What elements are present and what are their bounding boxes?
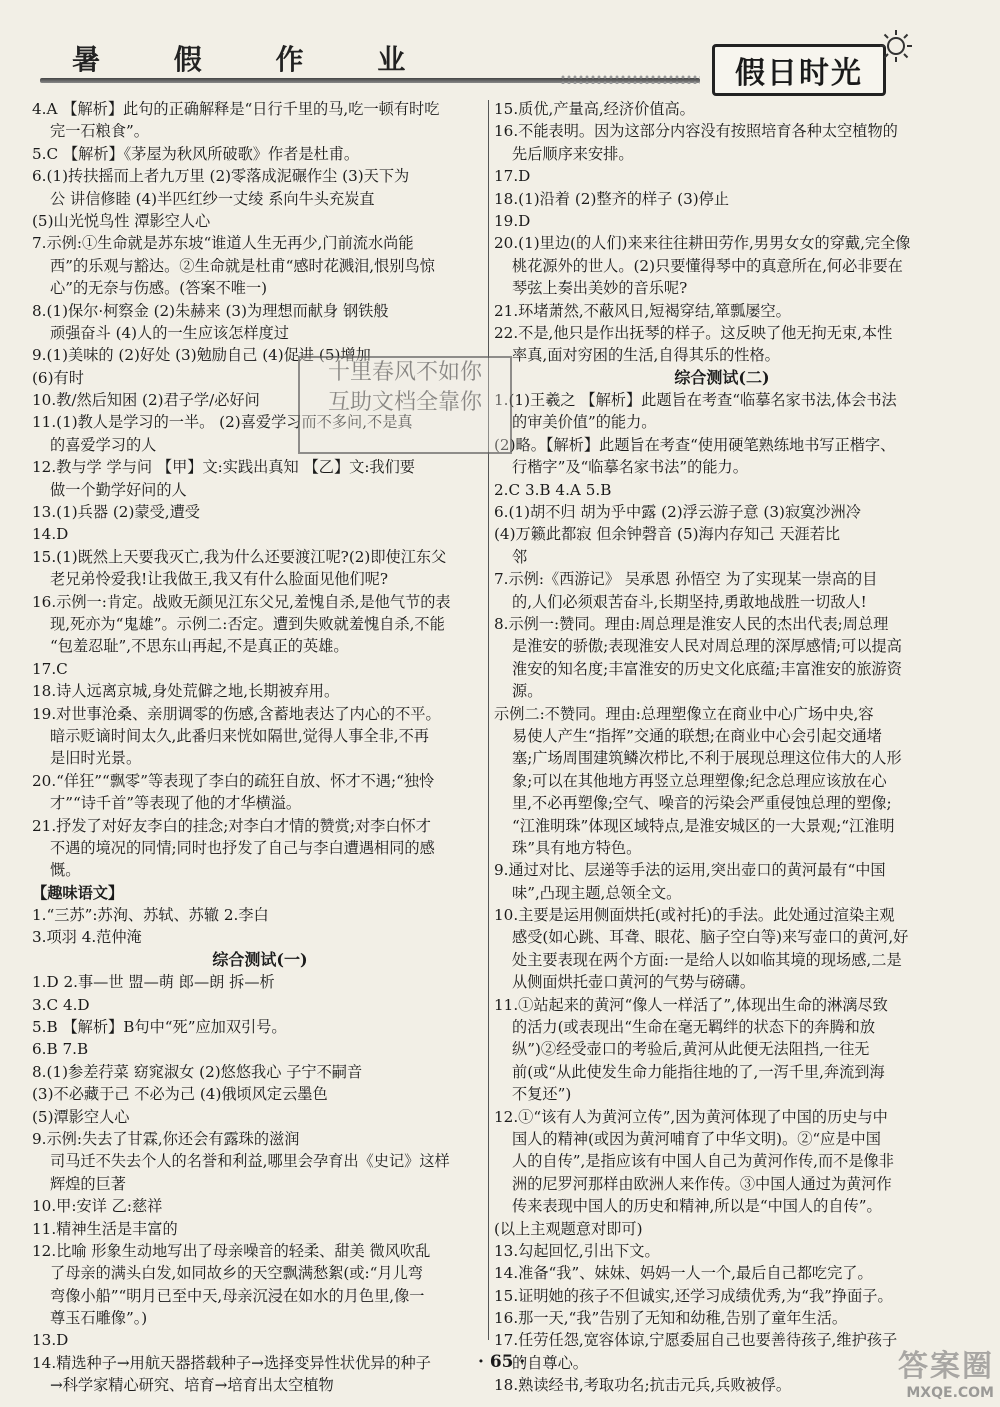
answer-line: 国人的精神(或因为黄河哺育了中华文明)。②“应是中国: [512, 1129, 881, 1148]
answer-line: 18.熟读经书,考取功名;抗击元兵,兵败被俘。: [494, 1376, 792, 1395]
answer-line: 4.A 【解析】此句的正确解释是“日行千里的马,吃一顿有时吃: [32, 100, 440, 118]
stamp-line-2: 互助文档全靠你: [327, 390, 482, 415]
answer-line: 17.任劳任怨,宽容体谅,宁愿委屈自己也要善待孩子,维护孩子: [494, 1331, 898, 1350]
answer-line: 16.不能表明。因为这部分内容没有按照培育各种太空植物的: [494, 122, 898, 141]
answer-line: 13.勾起回忆,引出下文。: [494, 1241, 660, 1260]
answer-line: 7.示例:《西游记》 吴承恩 孙悟空 为了实现某一崇高的目: [494, 570, 878, 589]
answer-line: 纵”)②经受壶口的考验后,黄河从此便无法阻挡,一往无: [512, 1040, 870, 1059]
answer-line: 示例二:不赞同。理由:总理塑像立在商业中心广场中央,容: [494, 704, 874, 723]
answer-line: 17.C: [32, 659, 68, 678]
answer-line: 【趣味语文】: [32, 883, 124, 902]
answer-line: 尊玉石雕像”。): [50, 1309, 148, 1328]
answer-line: 洲的尼罗河那样由欧洲人来作传。③中国人通过为黄河作: [512, 1174, 892, 1193]
answer-line: 19.D: [494, 211, 531, 230]
answer-line: 13.D: [32, 1331, 69, 1350]
answer-line: (5)潭影空人心: [32, 1107, 130, 1126]
holiday-badge: 假日时光: [712, 44, 886, 96]
answer-line: 是淮安的骄傲;表现淮安人民对周总理的深厚感情;可以提高: [512, 637, 902, 656]
series-title: 暑 假 作 业: [72, 43, 438, 76]
answer-line: 里,不必再塑像;空气、噪音的污染会严重侵蚀总理的塑像;: [512, 794, 892, 813]
answer-line: 12.教与学 学与问 【甲】文:实践出真知 【乙】文:我们要: [32, 458, 415, 477]
answer-line: →科学家精心研究、培育→培育出太空植物: [50, 1376, 334, 1395]
answer-line: “江淮明珠”体现区域特点,是淮安城区的一大景观;“江淮明: [512, 816, 895, 835]
answer-line: 感受(如心跳、耳聋、眼花、脑子空白等)来写壶口的黄河,好: [512, 928, 909, 947]
answer-line: 19.对世事沧桑、亲朋调零的伤感,含蓄地表达了内心的不平。: [32, 704, 441, 723]
answer-line: 了母亲的满头白发,如同故乡的天空飘满愁絮(或:“月儿弯: [50, 1264, 423, 1283]
answer-line: 暗示贬谪时间太久,此番归来恍如隔世,觉得人事全非,不再: [50, 726, 429, 745]
answer-line: 12.比喻 形象生动地写出了母亲噪音的轻柔、甜美 微风吹乱: [32, 1241, 431, 1260]
page-header: [0, 0, 1000, 96]
answer-line: 现,死亦为“鬼雄”。示例二:否定。遭到失败就羞愧自杀,不能: [50, 614, 445, 633]
answer-line: 不遇的境况的同情;同时也抒发了自己与李白遭遇相同的感: [50, 838, 435, 857]
answer-line: 8.示例一:赞同。理由:周总理是淮安人民的杰出代表;周总理: [494, 614, 889, 633]
answer-line: 的,人们必须艰苦奋斗,长期坚持,勇敢地战胜一切敌人!: [512, 592, 867, 611]
answer-line: 的喜爱学习的人: [50, 435, 157, 454]
site-watermark: [844, 1341, 994, 1401]
answer-line: 的审美价值”的能力。: [512, 413, 657, 432]
answer-line: (6)有时: [32, 368, 84, 387]
watermark-logo: 答案圈: [898, 1349, 994, 1384]
answer-line: 3.C 4.D: [32, 995, 90, 1014]
answer-line: 15.证明她的孩子不但诚实,还学习成绩优秀,为“我”挣面子。: [494, 1286, 893, 1305]
answer-line: 先后顺序来安排。: [512, 144, 634, 163]
answer-line: 象;可以在其他地方再竖立总理塑像;纪念总理应该放在心: [512, 771, 887, 790]
answer-line: 22.不是,他只是作出抚琴的样子。这反映了他无拘无束,本性: [494, 323, 893, 342]
answer-line: 弯像小船”“明月已至中天,母亲沉浸在如水的月色里,像一: [50, 1286, 425, 1305]
answer-line: 6.B 7.B: [32, 1040, 89, 1059]
answer-line: 前(或“从此使发生命力能指往地的了,一泻千里,奔流到海: [512, 1062, 885, 1081]
answer-line: 行楷字”及“临摹名家书法”的能力。: [512, 458, 748, 477]
answer-line: 14.准备“我”、妹妹、妈妈一人一个,最后自己都吃完了。: [494, 1264, 873, 1283]
answer-line: 传来表现中国人的历史和精神,所以是“中国人的自传”。: [512, 1197, 882, 1216]
sun-gear-icon: [878, 28, 914, 64]
answer-line: 11.(1)教人是学习的一半。 (2)喜爱学习而不多问,不是真: [32, 413, 413, 432]
answer-line: 老兄弟怜爱我!让我做王,我又有什么脸面见他们呢?: [50, 570, 389, 589]
answer-line: 8.(1)参差荇菜 窈窕淑女 (2)悠悠我心 子宁不嗣音: [32, 1062, 363, 1081]
answer-line: 慨。: [50, 861, 81, 880]
answer-line: 处主要表现在两个方面:一是给人以如临其境的现场感,二是: [512, 950, 902, 969]
answer-line: 14.精选种子→用航天器搭载种子→选择变异性状优异的种子: [32, 1353, 431, 1372]
answer-line: 21.环堵萧然,不蔽风日,短褐穿结,箪瓢屡空。: [494, 301, 791, 320]
answer-line: 11.①站起来的黄河“像人一样活了”,体现出生命的淋漓尽致: [494, 995, 888, 1014]
answer-line: (5)山光悦鸟性 潭影空人心: [32, 211, 211, 230]
answer-line: 14.D: [32, 525, 69, 544]
answer-line: 6.(1)胡不归 胡为乎中露 (2)浮云游子意 (3)寂寞沙洲冷: [494, 503, 861, 522]
header-dot-pattern: [560, 74, 700, 84]
answer-line: 珠”具有地方特色。: [512, 838, 642, 857]
answer-line: 9.通过对比、层递等手法的运用,突出壶口的黄河最有“中国: [494, 861, 886, 880]
answer-line: 16.示例一:肯定。战败无颜见江东父兄,羞愧自杀,是他气节的表: [32, 592, 451, 611]
answer-line: 9.示例:失去了甘霖,你还会有露珠的滋润: [32, 1129, 300, 1148]
answer-line: 不复还”): [512, 1085, 572, 1104]
answer-line: 1.“三苏”:苏洵、苏轼、苏辙 2.李白: [32, 906, 269, 925]
answer-line: 邻: [512, 547, 528, 566]
answer-line: “包羞忍耻”,不思东山再起,不是真正的英雄。: [50, 637, 349, 656]
answer-line: 3.项羽 4.范仲淹: [32, 928, 142, 947]
answer-line: 易使人产生“指挥”交通的联想;在商业中心会引起交通堵: [512, 726, 882, 745]
answer-line: 15.(1)既然上天要我灭亡,我为什么还要渡江呢?(2)即使江东父: [32, 547, 447, 566]
answer-line: 15.质优,产量高,经济价值高。: [494, 100, 695, 118]
answer-line: 12.①“该有人为黄河立传”,因为黄河体现了中国的历史与中: [494, 1107, 888, 1126]
left-column: [32, 98, 488, 1397]
answer-line: 5.C 【解析】《茅屋为秋风所破歌》作者是杜甫。: [32, 144, 360, 163]
page-number: · 65 ·: [478, 1352, 526, 1372]
answer-line: 塞;广场周围建筑鳞次栉比,不利于展现总理这位伟大的人形: [512, 749, 902, 768]
answer-line: 5.B 【解析】B句中“死”应加双引号。: [32, 1018, 287, 1037]
answer-line: 1.(1)王羲之 【解析】此题旨在考查“临摹名家书法,体会书法: [494, 391, 897, 410]
answer-line: 辉煌的巨著: [50, 1174, 126, 1193]
answer-line: 综合测试(二): [674, 367, 770, 387]
answer-line: 才”“诗千首”等表现了他的才华横溢。: [50, 794, 302, 813]
answer-line: 18.(1)沿着 (2)整齐的样子 (3)停止: [494, 189, 730, 208]
answer-line: 西”的乐观与豁达。②生命就是杜甫“感时花溅泪,恨别鸟惊: [50, 256, 435, 275]
answer-line: (以上主观题意对即可): [494, 1219, 643, 1238]
answer-line: 的活力(或表现出“生命在毫无羁绊的状态下的奔腾和放: [512, 1018, 876, 1037]
answer-line: 1.D 2.事—世 盟—萌 郎—朗 拆—析: [32, 973, 275, 992]
answer-line: 的自尊心。: [512, 1353, 588, 1372]
answer-line: 桃花源外的世人。(2)只要懂得琴中的真意所在,何必非要在: [512, 256, 903, 275]
answer-line: 味”,凸现主题,总领全文。: [512, 883, 682, 902]
answer-line: 17.D: [494, 167, 531, 186]
column-divider: [488, 100, 489, 1340]
answer-line: 10.主要是运用侧面烘托(或衬托)的手法。此处通过渲染主观: [494, 906, 895, 925]
answer-line: 21.抒发了对好友李白的挂念;对李白才情的赞赏;对李白怀才: [32, 816, 431, 835]
answer-line: 完一石粮食”。: [50, 122, 149, 141]
answer-line: 心”的无奈与伤感。(答案不唯一): [50, 279, 268, 298]
answer-line: 20.(1)里边(的人们)来来往往耕田劳作,男男女女的穿戴,完全像: [494, 234, 911, 253]
answer-line: 13.(1)兵器 (2)蒙受,遭受: [32, 503, 200, 522]
answer-line: 8.(1)保尔·柯察金 (2)朱赫来 (3)为理想而献身 钢铁般: [32, 301, 389, 320]
answer-line: 10.甲:安详 乙:慈祥: [32, 1197, 163, 1216]
answer-line: 顽强奋斗 (4)人的一生应该怎样度过: [50, 323, 289, 342]
answer-line: 10.教/然后知困 (2)君子学/必好问: [32, 391, 260, 410]
answer-line: 做一个勤学好问的人: [50, 480, 187, 499]
answer-line: (4)万籁此都寂 但余钟磬音 (5)海内存知己 天涯若比: [494, 525, 841, 544]
answer-line: (2)略。【解析】此题旨在考查“使用硬笔熟练地书写正楷字、: [494, 435, 896, 454]
answer-line: 综合测试(一): [212, 949, 308, 969]
stamp-line-1: 十里春风不如你: [327, 360, 482, 385]
answer-line: 司马迁不失去个人的名誉和利益,哪里会孕育出《史记》这样: [50, 1152, 450, 1171]
answer-line: 源。: [512, 682, 543, 701]
answer-line: 人的自传”,是指应该有中国人自己为黄河作传,而不是像非: [512, 1152, 894, 1171]
answer-line: 从侧面烘托壶口黄河的气势与磅礴。: [512, 973, 755, 992]
answer-line: 公 讲信修睦 (4)半匹红纱一丈绫 系向牛头充炭直: [50, 189, 375, 208]
answer-line: 9.(1)美味的 (2)好处 (3)勉励自己 (4)促进 (5)增加: [32, 346, 371, 365]
answer-line: 率真,面对穷困的生活,自得其乐的性格。: [512, 346, 780, 365]
answer-line: 16.那一天,“我”告别了无知和幼稚,告别了童年生活。: [494, 1309, 848, 1328]
right-column: [494, 98, 950, 1397]
answer-line: 淮安的知名度;丰富淮安的历史文化底蕴;丰富淮安的旅游资: [512, 659, 902, 678]
watermark-url: MXQE.COM: [906, 1385, 994, 1401]
answer-line: 琴弦上奏出美妙的音乐呢?: [512, 279, 688, 298]
answer-line: 6.(1)抟扶摇而上者九万里 (2)零落成泥碾作尘 (3)天下为: [32, 167, 410, 186]
answer-line: 11.精神生活是丰富的: [32, 1219, 178, 1238]
answer-line: 20.“佯狂”“飘零”等表现了李白的疏狂自放、怀才不遇;“独怜: [32, 771, 435, 790]
answer-line: 18.诗人远离京城,身处荒僻之地,长期被弃用。: [32, 682, 340, 701]
overlay-stamp: [298, 356, 512, 454]
answer-line: 2.C 3.B 4.A 5.B: [494, 480, 612, 499]
answer-line: 7.示例:①生命就是苏东坡“谁道人生无再少,门前流水尚能: [32, 234, 414, 253]
answer-line: (3)不必藏于己 不必为己 (4)俄顷风定云墨色: [32, 1085, 328, 1104]
answer-line: 是旧时光景。: [50, 749, 142, 768]
